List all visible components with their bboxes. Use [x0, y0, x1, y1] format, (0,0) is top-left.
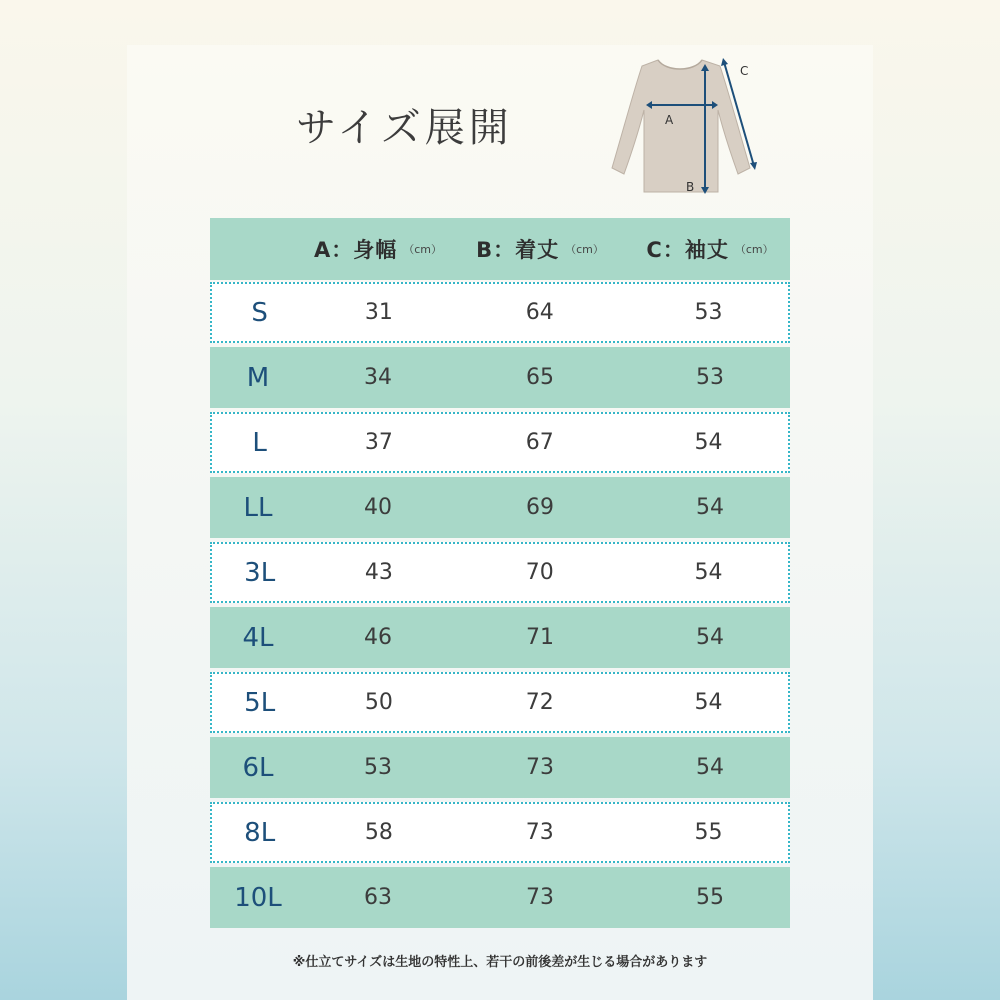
label-b: B	[686, 180, 695, 194]
table-row	[210, 607, 790, 668]
size-label: L	[252, 427, 267, 458]
header-b-label: B：着丈	[476, 238, 560, 262]
width-value: 40	[364, 495, 392, 520]
shirt-measurement-diagram	[610, 50, 780, 200]
length-value: 73	[526, 755, 554, 780]
length-value: 73	[526, 885, 554, 910]
sleeve-value: 54	[694, 560, 723, 585]
length-value: 72	[525, 690, 554, 715]
header-c-unit: （cm）	[734, 243, 774, 256]
footnote: ※仕立てサイズは生地の特性上、若干の前後差が生じる場合があります	[292, 955, 708, 970]
header-a	[306, 234, 450, 264]
table-row	[210, 672, 790, 733]
size-label: M	[246, 362, 270, 393]
table-row	[210, 867, 790, 928]
length-value: 73	[525, 820, 554, 845]
sleeve-value: 54	[694, 430, 723, 455]
label-a: A	[665, 113, 674, 127]
table-row	[210, 412, 790, 473]
header-b	[450, 234, 630, 264]
length-value: 70	[525, 560, 554, 585]
size-label: 3L	[244, 557, 276, 588]
sleeve-value: 53	[696, 365, 724, 390]
size-label: 8L	[244, 817, 276, 848]
size-label: 4L	[242, 622, 274, 653]
shirt-icon	[610, 50, 780, 200]
length-value: 67	[525, 430, 554, 455]
sleeve-value: 55	[694, 820, 723, 845]
sleeve-value: 54	[696, 625, 724, 650]
header-c	[630, 234, 790, 264]
width-value: 43	[364, 560, 393, 585]
size-label: 5L	[244, 687, 276, 718]
header-b-unit: （cm）	[565, 243, 604, 256]
width-value: 31	[364, 300, 393, 325]
length-value: 69	[526, 495, 554, 520]
width-value: 46	[364, 625, 392, 650]
size-label: 6L	[242, 752, 274, 783]
table-row	[210, 347, 790, 408]
width-value: 50	[364, 690, 393, 715]
table-header	[210, 218, 790, 280]
width-value: 37	[364, 430, 393, 455]
size-table	[210, 218, 790, 932]
width-value: 63	[364, 885, 392, 910]
size-label: S	[251, 297, 268, 328]
sleeve-value: 55	[696, 885, 724, 910]
table-row	[210, 802, 790, 863]
sleeve-value: 54	[694, 690, 723, 715]
width-value: 58	[364, 820, 393, 845]
size-label: LL	[243, 492, 273, 523]
width-value: 34	[364, 365, 392, 390]
length-value: 64	[525, 300, 554, 325]
sleeve-value: 54	[696, 755, 724, 780]
length-value: 71	[526, 625, 554, 650]
page-title: サイズ展開	[296, 105, 513, 151]
table-row	[210, 282, 790, 343]
size-label: 10L	[234, 882, 282, 913]
header-a-unit: （cm）	[403, 243, 443, 256]
length-value: 65	[526, 365, 554, 390]
width-value: 53	[364, 755, 392, 780]
sleeve-value: 53	[694, 300, 723, 325]
table-row	[210, 737, 790, 798]
table-row	[210, 542, 790, 603]
header-a-label: A：身幅	[313, 238, 398, 262]
table-row	[210, 477, 790, 538]
header-c-label: C：袖丈	[646, 238, 729, 262]
sleeve-value: 54	[696, 495, 724, 520]
label-c: C	[740, 64, 749, 78]
